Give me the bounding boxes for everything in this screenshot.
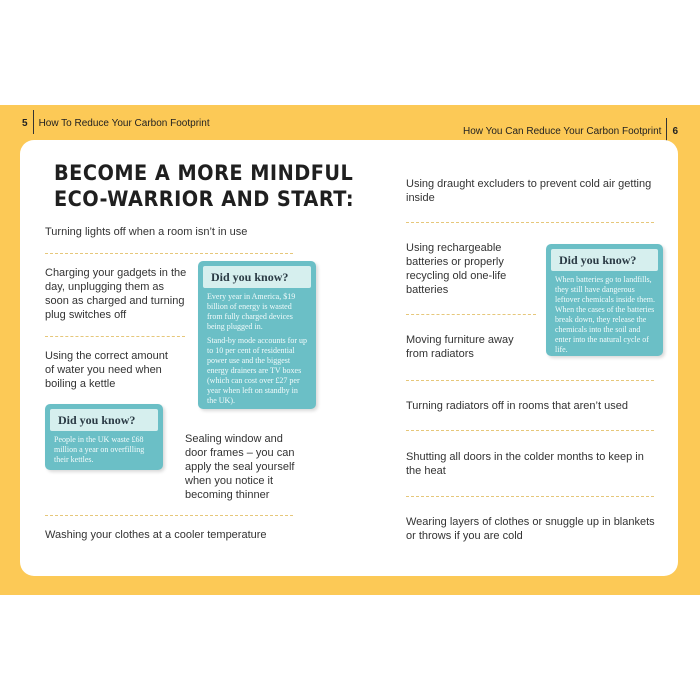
did-you-know-callout xyxy=(45,404,163,470)
list-item: Turning radiators off in rooms that aren’t used xyxy=(406,400,628,412)
left-running-title: How To Reduce Your Carbon Footprint xyxy=(38,118,210,129)
divider xyxy=(406,380,654,381)
list-item: Using rechargeable batteries or properly recycling old one-life batteries xyxy=(406,242,507,296)
callout-text: Stand-by mode accounts for up to 10 per cent of residential power use and the biggest energy drainers are TV boxes (which can cost over £27 per year when left on standby in the UK). xyxy=(207,336,307,405)
right-page-number: 6 xyxy=(672,126,678,137)
callout-text: Every year in America, $19 billion of energy is wasted from fully charged devices being plugged in. xyxy=(207,292,296,331)
did-you-know-callout xyxy=(546,244,663,356)
title-line-1: BECOME A MORE MINDFUL xyxy=(54,161,354,185)
right-page-header xyxy=(463,118,678,142)
right-running-title: How You Can Reduce Your Carbon Footprint xyxy=(462,126,662,137)
list-item: Shutting all doors in the colder months to keep in the heat xyxy=(406,451,644,477)
divider xyxy=(406,314,536,315)
divider xyxy=(406,430,654,431)
header-divider xyxy=(666,118,667,142)
callout-body xyxy=(198,292,316,416)
callout-title: Did you know? xyxy=(551,249,658,271)
page-title xyxy=(54,160,354,212)
callout-title: Did you know? xyxy=(203,266,311,288)
header-divider xyxy=(33,110,34,134)
callout-text: People in the UK waste £68 million a year on overfilling their kettles. xyxy=(54,435,145,464)
list-item: Turning lights off when a room isn’t in use xyxy=(45,226,248,238)
callout-text: When batteries go to landfills, they still have dangerous leftover chemicals inside them. When the cases of the batteries break down, they release the chemicals into the soil and enter into the natural cycle of life. xyxy=(555,275,655,354)
callout-body xyxy=(45,435,163,475)
divider xyxy=(406,222,654,223)
list-item: Moving furniture away from radiators xyxy=(406,334,514,360)
list-item: Sealing window and door frames – you can apply the seal yourself when you notice it becoming thinner xyxy=(185,433,295,501)
list-item: Using draught excluders to prevent cold air getting inside xyxy=(406,178,652,204)
divider xyxy=(45,515,293,516)
list-item: Washing your clothes at a cooler temperature xyxy=(45,529,267,541)
list-item: Using the correct amount of water you need when boiling a kettle xyxy=(45,350,168,390)
title-line-2: ECO-WARRIOR AND START: xyxy=(54,187,355,211)
divider xyxy=(45,253,293,254)
divider xyxy=(406,496,654,497)
did-you-know-callout xyxy=(198,261,316,409)
callout-title: Did you know? xyxy=(50,409,158,431)
left-page-header xyxy=(22,118,210,134)
divider xyxy=(45,336,185,337)
left-page-number: 5 xyxy=(22,118,28,129)
callout-body xyxy=(546,275,663,365)
list-item: Wearing layers of clothes or snuggle up in blankets or throws if you are cold xyxy=(406,516,655,542)
list-item: Charging your gadgets in the day, unplugging them as soon as charged and turning plug switches off xyxy=(45,267,187,321)
